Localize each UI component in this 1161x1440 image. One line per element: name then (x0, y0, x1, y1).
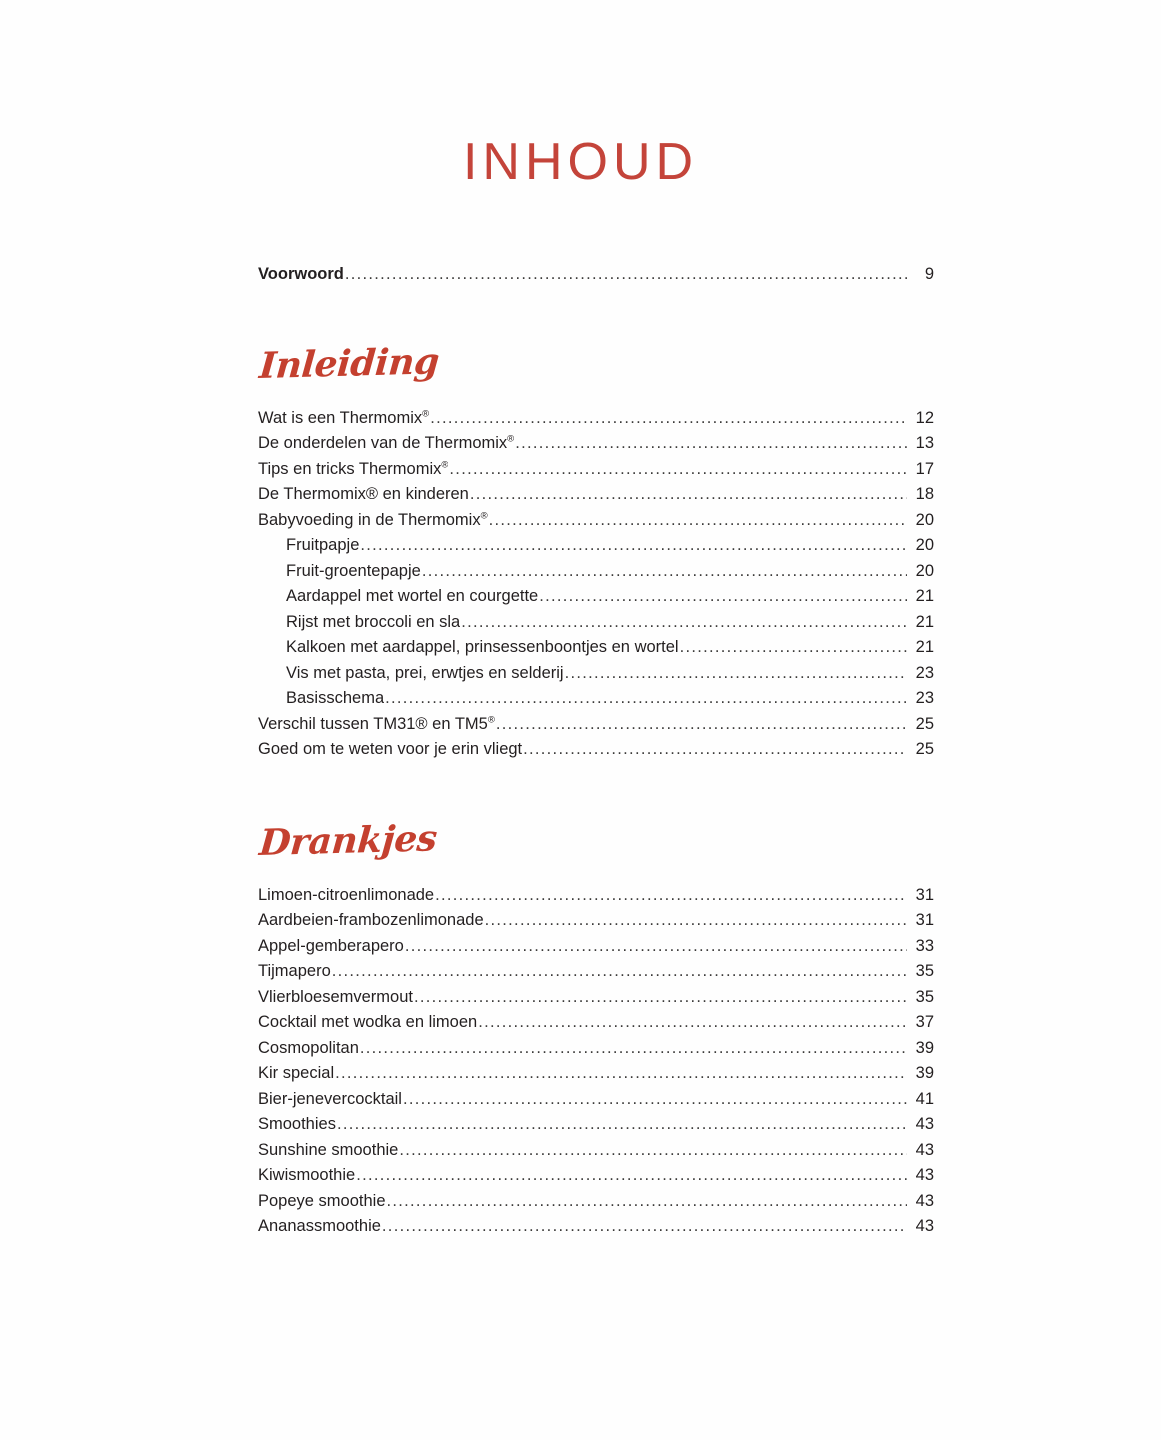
toc-entry-label: Kalkoen met aardappel, prinsessenboontjes en wortel (286, 638, 679, 656)
toc-row[interactable] (258, 482, 934, 508)
toc-entry-label: Fruitpapje (286, 536, 360, 554)
toc-entry-page: 23 (915, 663, 934, 682)
toc-row[interactable] (258, 533, 934, 559)
toc-row[interactable] (258, 1010, 934, 1036)
registered-trademark-icon: ® (487, 714, 495, 725)
toc-row[interactable] (258, 934, 934, 960)
dot-leader (337, 1112, 907, 1138)
toc-row[interactable] (258, 559, 934, 585)
toc-row[interactable] (258, 635, 934, 661)
toc-entry-page: 43 (915, 1140, 934, 1159)
toc-row[interactable] (258, 1163, 934, 1189)
toc-entry-page: 39 (915, 1064, 934, 1082)
toc-entry-label: Kir special (258, 1064, 335, 1082)
registered-trademark-icon: ® (422, 408, 430, 419)
toc-entry-page: 12 (915, 408, 934, 427)
dot-leader (430, 406, 907, 432)
toc-entry-page: 35 (915, 987, 934, 1006)
toc-entry-label: Wat is een Thermomix® (258, 408, 430, 427)
dot-leader (399, 1138, 907, 1164)
toc-row[interactable] (258, 1087, 934, 1113)
dot-leader (449, 457, 907, 483)
registered-trademark-icon: ® (441, 459, 449, 470)
toc-list-inleiding (258, 406, 934, 763)
toc-entry-page: 35 (915, 962, 934, 980)
dot-leader (414, 985, 907, 1011)
dot-leader (403, 1087, 907, 1113)
toc-row[interactable] (258, 712, 934, 738)
dot-leader (489, 508, 907, 534)
dot-leader (496, 712, 907, 738)
toc-entry-page: 20 (915, 561, 934, 580)
toc-entry-label: De Thermomix® en kinderen (258, 485, 469, 503)
dot-leader (435, 883, 907, 909)
toc-entry-label: Ananassmoothie (258, 1217, 381, 1235)
section-heading-drankjes: Drankjes (257, 816, 439, 864)
toc-entry-label: Vis met pasta, prei, erwtjes en selderij (286, 663, 564, 682)
toc-entry-page: 25 (915, 714, 934, 733)
toc-row[interactable] (258, 1189, 934, 1215)
dot-leader (332, 959, 907, 985)
toc-entry-label: Popeye smoothie (258, 1191, 386, 1210)
dot-leader (360, 533, 907, 559)
dot-leader (345, 262, 907, 288)
toc-row[interactable] (258, 610, 934, 636)
dot-leader (539, 584, 907, 610)
toc-entry-page: 9 (924, 265, 934, 283)
toc-entry-label: Babyvoeding in de Thermomix® (258, 510, 488, 529)
toc-entry-page: 43 (915, 1115, 934, 1133)
toc-entry-page: 39 (915, 1038, 934, 1057)
toc-row[interactable] (258, 883, 934, 909)
toc-row[interactable] (258, 431, 934, 457)
toc-entry-page: 31 (915, 911, 934, 929)
toc-entry-page: 31 (915, 885, 934, 904)
toc-row[interactable] (258, 1214, 934, 1240)
toc-entry-label: Goed om te weten voor je erin vliegt (258, 740, 523, 758)
dot-leader (478, 1010, 907, 1036)
dot-leader (387, 1189, 908, 1215)
dot-leader (335, 1061, 907, 1087)
toc-entry-label: Limoen-citroenlimonade (258, 885, 435, 904)
dot-leader (422, 559, 907, 585)
toc-entry-page: 43 (915, 1191, 934, 1210)
toc-entry-label: Rijst met broccoli en sla (286, 612, 461, 631)
toc-entry-label: Basisschema (286, 689, 385, 707)
toc-entry-label: Fruit-groentepapje (286, 561, 421, 580)
dot-leader (523, 737, 907, 763)
toc-row[interactable] (258, 1138, 934, 1164)
toc-entry-label: De onderdelen van de Thermomix® (258, 433, 515, 452)
dot-leader (461, 610, 907, 636)
toc-sections (258, 288, 934, 1240)
toc-entry-label: Verschil tussen TM31® en TM5® (258, 714, 495, 733)
toc-entry-page: 13 (915, 434, 934, 452)
dot-leader (405, 934, 907, 960)
toc-entry-page: 43 (915, 1166, 934, 1184)
toc-entry-label: Tips en tricks Thermomix® (258, 459, 449, 478)
toc-entry-label: Aardappel met wortel en courgette (286, 587, 539, 605)
toc-entry-label: Aardbeien-frambozenlimonade (258, 911, 484, 929)
toc-entry-label: Bier-jenevercocktail (258, 1089, 402, 1108)
dot-leader (360, 1036, 907, 1062)
dot-leader (356, 1163, 907, 1189)
toc-row[interactable] (258, 1112, 934, 1138)
toc-row[interactable] (258, 686, 934, 712)
toc-entry-page: 21 (915, 638, 934, 656)
toc-entry-label: Tijmapero (258, 962, 331, 980)
toc-row[interactable] (258, 508, 934, 534)
toc-entry-label: Cocktail met wodka en limoen (258, 1013, 478, 1031)
toc-row[interactable] (258, 908, 934, 934)
toc-entry-page: 20 (915, 510, 934, 529)
toc-row[interactable] (258, 406, 934, 432)
toc-row[interactable] (258, 457, 934, 483)
toc-row[interactable] (258, 661, 934, 687)
toc-row[interactable] (258, 737, 934, 763)
toc-row[interactable] (258, 959, 934, 985)
registered-trademark-icon: ® (507, 433, 515, 445)
toc-entry-page: 41 (915, 1089, 934, 1108)
toc-entry-page: 20 (915, 536, 934, 554)
page-title: INHOUD (462, 133, 699, 191)
dot-leader (565, 661, 907, 687)
toc-entry-page: 25 (915, 740, 934, 758)
toc-entry-label: Kiwismoothie (258, 1166, 356, 1184)
section-heading-inleiding: Inleiding (257, 339, 441, 387)
toc-entry-page: 43 (915, 1217, 934, 1235)
dot-leader (470, 482, 907, 508)
registered-trademark-icon: ® (480, 510, 488, 521)
toc-row[interactable] (258, 584, 934, 610)
toc-entry-page: 21 (915, 587, 934, 605)
toc-row[interactable] (258, 1061, 934, 1087)
toc-list-drankjes (258, 883, 934, 1240)
dot-leader (385, 686, 907, 712)
toc-row[interactable] (258, 1036, 934, 1062)
toc-row-preface[interactable] (258, 262, 934, 288)
toc-entry-page: 18 (915, 485, 934, 503)
toc-row[interactable] (258, 985, 934, 1011)
toc-entry-page: 33 (915, 936, 934, 955)
dot-leader (515, 431, 907, 457)
toc-entry-label: Voorwoord (258, 265, 344, 283)
toc-entry-page: 17 (915, 459, 934, 478)
dot-leader (382, 1214, 907, 1240)
toc-entry-label: Smoothies (258, 1115, 336, 1133)
toc-entry-page: 37 (915, 1013, 934, 1031)
dot-leader (485, 908, 907, 934)
toc-entry-label: Vlierbloesemvermout (258, 987, 413, 1006)
toc-entry-label: Cosmopolitan (258, 1038, 359, 1057)
preface-list (258, 262, 934, 288)
toc-content (258, 262, 934, 1240)
toc-entry-page: 23 (915, 689, 934, 707)
toc-entry-page: 21 (915, 612, 934, 631)
toc-entry-label: Appel-gemberapero (258, 936, 404, 955)
dot-leader (680, 635, 907, 661)
toc-entry-label: Sunshine smoothie (258, 1140, 399, 1159)
